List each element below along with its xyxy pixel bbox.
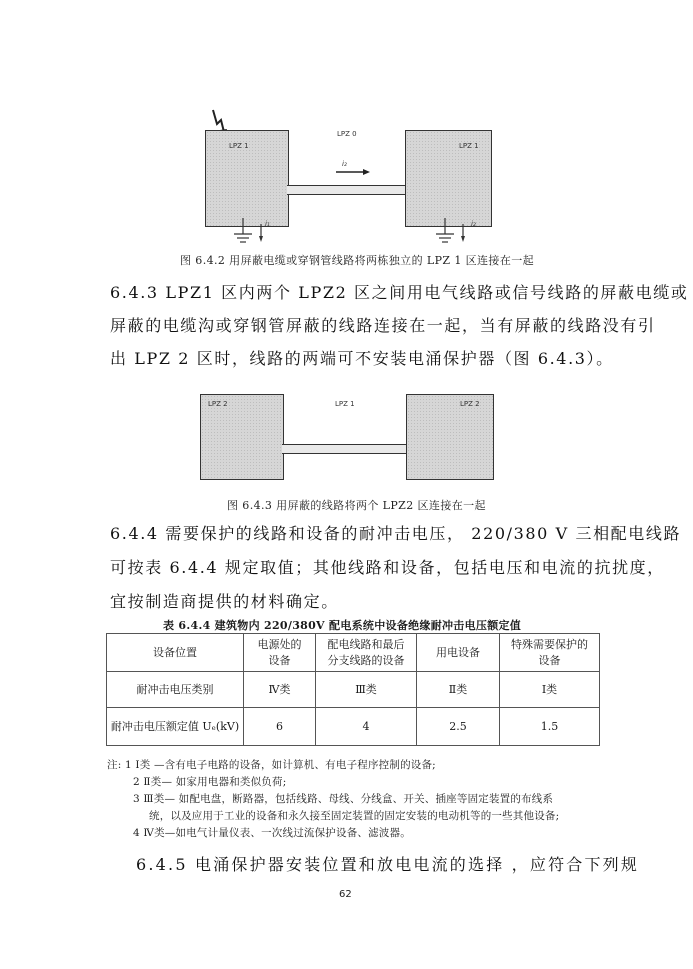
header-location bbox=[107, 634, 244, 672]
header-special-line-1: 特殊需要保护的 bbox=[511, 637, 588, 651]
note-line-3: 3 Ⅲ类— 如配电盘，断路器，包括线路、母线、分线盒、开关、插座等固定装置的布线系 bbox=[133, 793, 554, 805]
paragraph-6-4-5: 6.4.5 电涌保护器安装位置和放电电流的选择 ，应符合下列规 bbox=[136, 855, 640, 874]
zone-label-right: LPZ 2 bbox=[460, 400, 480, 408]
figure-6-4-2-caption: 图 6.4.2 用屏蔽电缆或穿钢管线路将两栋独立的 LPZ 1 区连接在一起 bbox=[180, 254, 535, 267]
zone-label-left: LPZ 2 bbox=[208, 400, 228, 408]
cell: 耐冲击电压额定值 Uₑ(kV) bbox=[107, 708, 244, 746]
cell: 4 bbox=[316, 708, 417, 746]
shielded-line bbox=[282, 444, 406, 454]
ground-right-icon bbox=[433, 218, 473, 248]
shielded-cable bbox=[287, 185, 405, 195]
building-right bbox=[405, 130, 492, 227]
figure-6-4-3-caption: 图 6.4.3 用屏蔽的线路将两个 LPZ2 区连接在一起 bbox=[227, 499, 486, 512]
cell: 2.5 bbox=[417, 708, 500, 746]
cell: Ⅲ类 bbox=[316, 672, 417, 708]
header-source-line-1: 电源处的 bbox=[257, 637, 302, 651]
current-arrow-icon bbox=[335, 168, 371, 176]
note-line-1: 注: 1 Ⅰ类 —含有电子电路的设备，如计算机、有电子程序控制的设备; bbox=[107, 759, 436, 771]
note-line-5: 4 Ⅳ类—如电气计量仪表、一次线过流保护设备、滤波器。 bbox=[133, 827, 411, 839]
table-title: 表 6.4.4 建筑物内 220/380V 配电系统中设备绝缘耐冲击电压额定值 bbox=[163, 619, 522, 632]
header-distribution bbox=[316, 634, 417, 672]
paragraph-6-4-3-line-3: 出 LPZ 2 区时，线路的两端可不安装电涌保护器（图 6.4.3）。 bbox=[110, 349, 614, 368]
zone-label-mid: LPZ 1 bbox=[335, 400, 355, 408]
header-location-text: 设备位置 bbox=[153, 645, 197, 659]
note-line-4: 统，以及应用于工业的设备和永久接至固定装置的固定安装的电动机等的一些其他设备; bbox=[149, 810, 560, 822]
zone-label-left: LPZ 1 bbox=[229, 142, 249, 150]
paragraph-6-4-4-line-2: 可按表 6.4.4 规定取值；其他线路和设备，包括电压和电流的抗扰度， bbox=[110, 558, 665, 577]
current-label-right: i₂ bbox=[471, 220, 476, 228]
page-number: 62 bbox=[339, 889, 352, 900]
header-distribution-line-2: 分支线路的设备 bbox=[327, 653, 405, 667]
header-consumer-text: 用电设备 bbox=[436, 645, 480, 659]
cell: 耐冲击电压类别 bbox=[107, 672, 244, 708]
header-special-line-2: 设备 bbox=[538, 653, 561, 667]
table-header-row bbox=[107, 634, 600, 672]
insulation-voltage-table bbox=[106, 633, 600, 746]
header-special bbox=[500, 634, 600, 672]
paragraph-6-4-4-line-1: 6.4.4 需要保护的线路和设备的耐冲击电压， 220/380 V 三相配电线路 bbox=[110, 524, 682, 543]
note-line-2: 2 Ⅱ类— 如家用电器和类似负荷; bbox=[133, 776, 287, 788]
zone-block-right bbox=[406, 394, 494, 480]
cell: Ⅳ类 bbox=[244, 672, 316, 708]
paragraph-6-4-3-line-2: 屏蔽的电缆沟或穿钢管屏蔽的线路连接在一起，当有屏蔽的线路没有引 bbox=[110, 316, 656, 335]
current-label-mid: i₂ bbox=[342, 160, 347, 168]
cell: 6 bbox=[244, 708, 316, 746]
cell: Ⅰ类 bbox=[500, 672, 600, 708]
cell: 1.5 bbox=[500, 708, 600, 746]
zone-label-outer: LPZ 0 bbox=[337, 130, 357, 138]
figure-6-4-3 bbox=[200, 390, 496, 486]
paragraph-6-4-4-line-3: 宜按制造商提供的材料确定。 bbox=[110, 592, 339, 611]
header-source bbox=[244, 634, 316, 672]
table-row bbox=[107, 708, 600, 746]
paragraph-6-4-3-line-1: 6.4.3 LPZ1 区内两个 LPZ2 区之间用电气线路或信号线路的屏蔽电缆或 bbox=[110, 283, 689, 302]
header-source-line-2: 设备 bbox=[268, 653, 291, 667]
current-label-left: i₁ bbox=[265, 220, 270, 228]
figure-6-4-2 bbox=[195, 108, 505, 248]
cell: Ⅱ类 bbox=[417, 672, 500, 708]
table-row bbox=[107, 672, 600, 708]
zone-label-right: LPZ 1 bbox=[459, 142, 479, 150]
header-consumer bbox=[417, 634, 500, 672]
header-distribution-line-1: 配电线路和最后 bbox=[327, 637, 405, 651]
